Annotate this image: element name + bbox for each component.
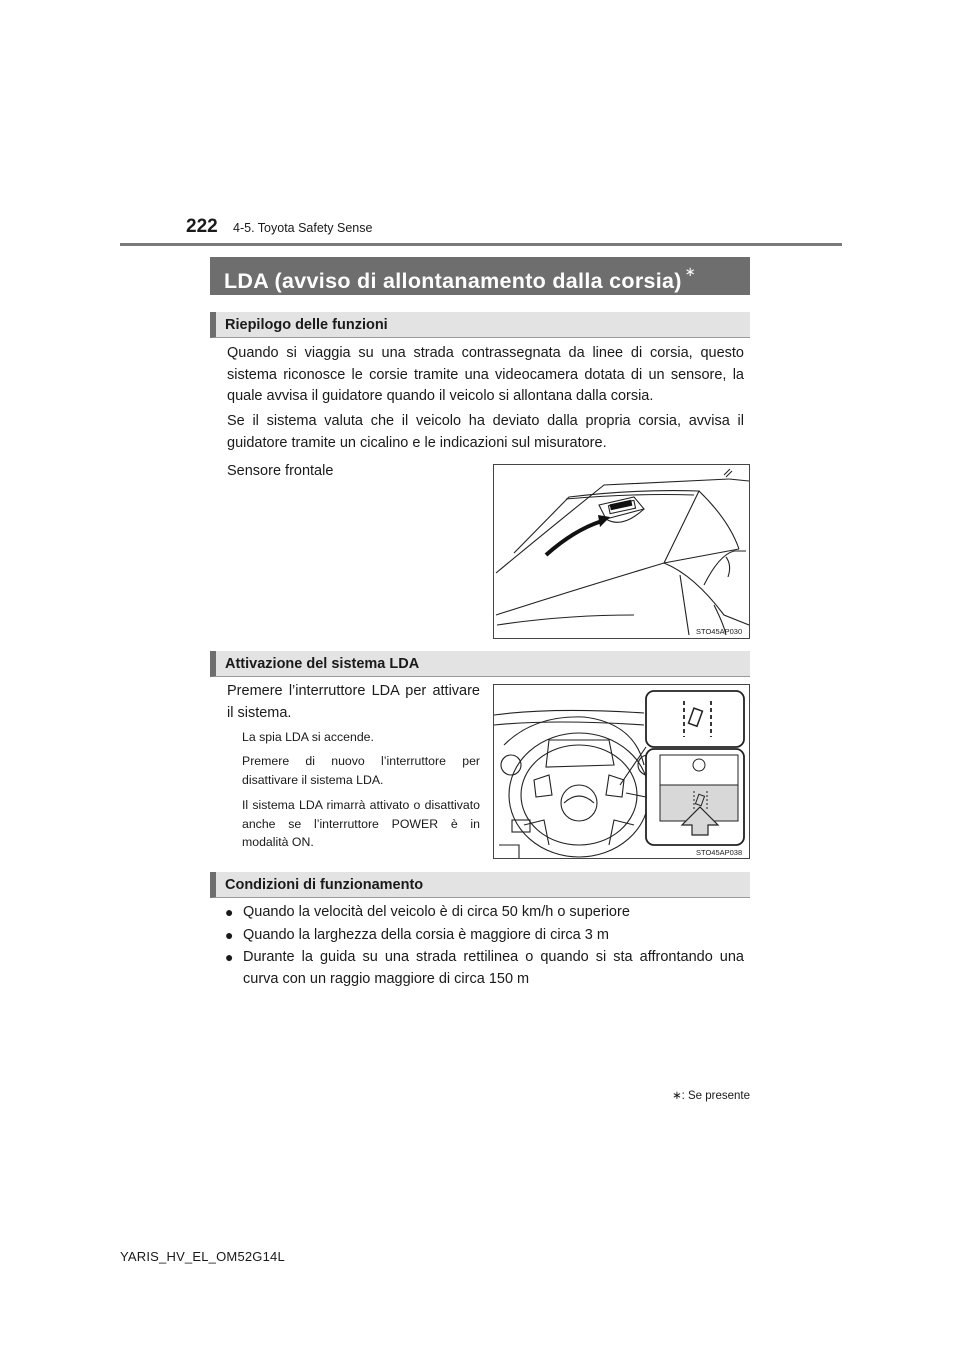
summary-paragraph-2: Se il sistema valuta che il veicolo ha deviato dalla propria corsia, avvisa il guidatore tramite un cicalino e le indicazioni sul misuratore. xyxy=(227,413,744,451)
figure-code-1: STO45AP030 xyxy=(696,627,743,636)
activation-note-indicator: La spia LDA si accende. xyxy=(242,730,374,744)
section-reference: 4-5. Toyota Safety Sense xyxy=(233,221,373,235)
page-title xyxy=(210,257,750,295)
header-divider xyxy=(120,243,842,246)
page-title-text: LDA (avviso di allontanamento dalla corsia) xyxy=(224,269,682,294)
section-heading-activation: Attivazione del sistema LDA xyxy=(210,651,750,677)
windshield-drawing xyxy=(494,465,749,638)
condition-item: ● Quando la velocità del veicolo è di circa 50 km/h o superiore xyxy=(243,902,744,924)
footnote-marker: ∗ xyxy=(671,1090,682,1102)
activation-note-power: Il sistema LDA rimarrà attivato o disattivato anche se l’interruttore POWER è in modalità ON. xyxy=(242,798,480,849)
bullet-icon: ● xyxy=(225,904,234,920)
figure-caption-front-sensor: Sensore frontale xyxy=(227,463,334,479)
page-number: 222 xyxy=(186,216,218,237)
activation-note-deactivate: Premere di nuovo l’interruttore per disattivare il sistema LDA. xyxy=(242,754,480,787)
front-sensor-illustration xyxy=(493,464,750,639)
steering-wheel-drawing xyxy=(494,685,749,858)
activation-instruction: Premere l’interruttore LDA per attivare il sistema. xyxy=(227,683,480,721)
bullet-icon: ● xyxy=(225,949,234,965)
availability-marker: ∗ xyxy=(684,264,696,279)
document-code: YARIS_HV_EL_OM52G14L xyxy=(120,1249,285,1264)
summary-paragraph-1: Quando si viaggia su una strada contrassegnata da linee di corsia, questo sistema riconosce le corsie tramite una videocamera dotata di un sensore, la quale avvisa il guidatore quando il veicolo si allontana dalla corsia. xyxy=(227,345,744,404)
condition-item: ● Durante la guida su una strada rettilinea o quando si sta affrontando una curva con un raggio maggiore di circa 150 m xyxy=(225,949,744,987)
footnote xyxy=(672,1088,750,1102)
figure-code-2: STO45AP038 xyxy=(696,848,743,857)
bullet-icon: ● xyxy=(225,927,234,943)
section-heading-summary: Riepilogo delle funzioni xyxy=(210,312,750,338)
lda-switch-illustration xyxy=(493,684,750,859)
footnote-text: : Se presente xyxy=(681,1090,750,1102)
section-heading-conditions: Condizioni di funzionamento xyxy=(210,872,750,898)
condition-item: ● Quando la larghezza della corsia è maggiore di circa 3 m xyxy=(243,925,744,947)
